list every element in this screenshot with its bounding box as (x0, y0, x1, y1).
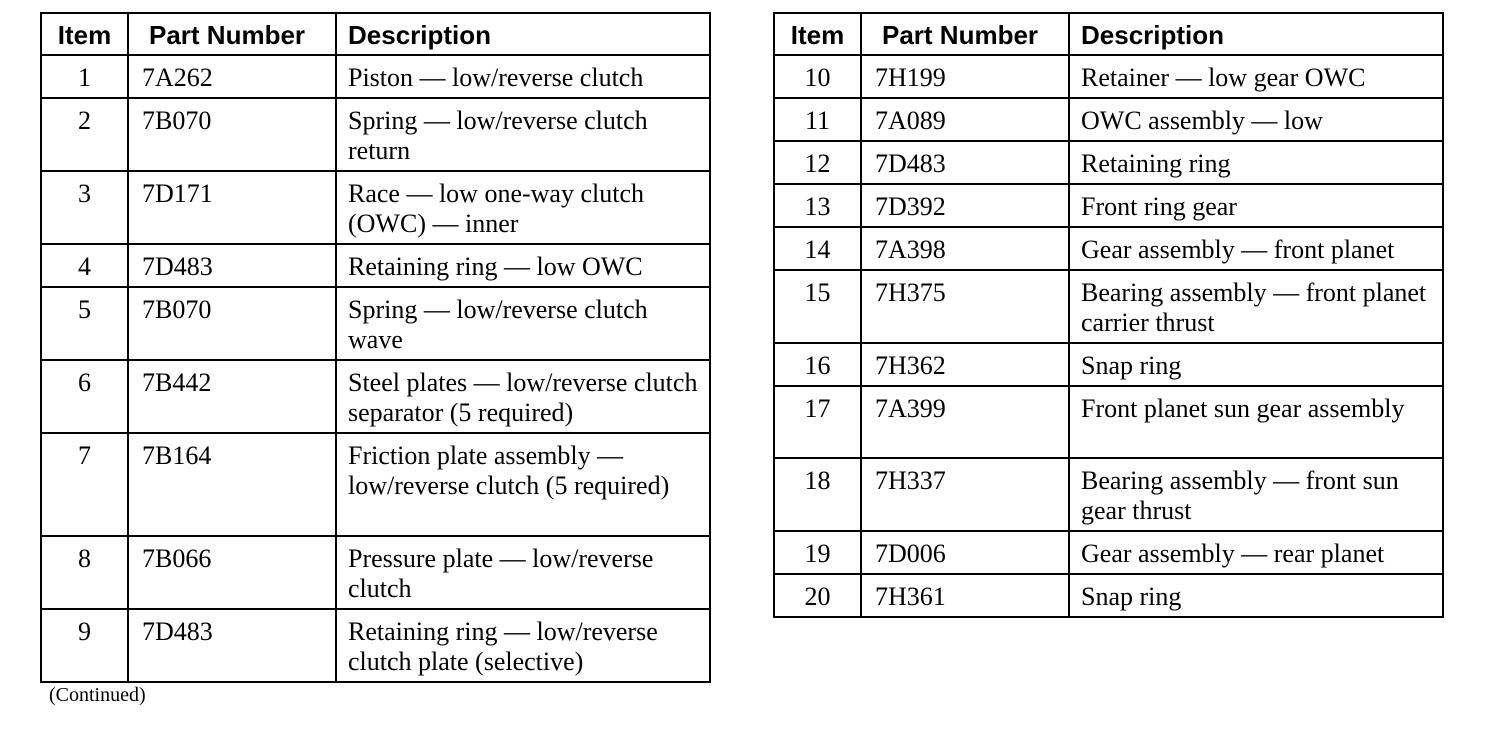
table-row (41, 171, 710, 244)
part-description: Gear assembly — rear planet (1069, 531, 1443, 574)
continued-note: (Continued) (49, 684, 146, 706)
part-number: 7B070 (128, 98, 336, 171)
item-number: 1 (41, 55, 128, 98)
item-number: 17 (774, 386, 861, 458)
item-number: 8 (41, 536, 128, 609)
part-number: 7D006 (861, 531, 1069, 574)
table-row (41, 609, 710, 682)
part-number: 7D392 (861, 184, 1069, 227)
part-description: Retaining ring — low/reverse clutch plate (selective) (336, 609, 710, 682)
item-number: 5 (41, 287, 128, 360)
table-row (41, 433, 710, 536)
part-number: 7H337 (861, 458, 1069, 531)
item-number: 19 (774, 531, 861, 574)
part-number: 7H361 (861, 574, 1069, 617)
part-number: 7B066 (128, 536, 336, 609)
table-row (774, 574, 1443, 617)
table-row (41, 55, 710, 98)
part-number: 7A398 (861, 227, 1069, 270)
part-description: OWC assembly — low (1069, 98, 1443, 141)
column-header-description: Description (1069, 13, 1443, 55)
header-row (774, 13, 1443, 55)
column-header-part-number: Part Number (128, 13, 336, 55)
column-header-item: Item (774, 13, 861, 55)
part-description: Steel plates — low/reverse clutch separator (5 required) (336, 360, 710, 433)
table-row (774, 270, 1443, 343)
table-row (41, 536, 710, 609)
part-number: 7B442 (128, 360, 336, 433)
header-row (41, 13, 710, 55)
item-number: 18 (774, 458, 861, 531)
item-number: 9 (41, 609, 128, 682)
item-number: 3 (41, 171, 128, 244)
part-number: 7H362 (861, 343, 1069, 386)
part-number: 7B070 (128, 287, 336, 360)
part-description: Spring — low/reverse clutch return (336, 98, 710, 171)
item-number: 4 (41, 244, 128, 287)
table-row (41, 360, 710, 433)
item-number: 16 (774, 343, 861, 386)
table-row (774, 531, 1443, 574)
part-number: 7D171 (128, 171, 336, 244)
part-number: 7D483 (128, 244, 336, 287)
item-number: 14 (774, 227, 861, 270)
table-row (774, 386, 1443, 458)
part-description: Gear assembly — front planet (1069, 227, 1443, 270)
table-row (774, 184, 1443, 227)
item-number: 10 (774, 55, 861, 98)
table-row (41, 244, 710, 287)
part-description: Piston — low/reverse clutch (336, 55, 710, 98)
item-number: 11 (774, 98, 861, 141)
part-description: Snap ring (1069, 574, 1443, 617)
part-description: Front ring gear (1069, 184, 1443, 227)
table-row (774, 141, 1443, 184)
part-number: 7D483 (128, 609, 336, 682)
part-description: Friction plate assembly — low/reverse clutch (5 required) (336, 433, 710, 536)
part-number: 7A399 (861, 386, 1069, 458)
part-description: Retainer — low gear OWC (1069, 55, 1443, 98)
parts-table-left (40, 12, 711, 683)
part-number: 7B164 (128, 433, 336, 536)
column-header-item: Item (41, 13, 128, 55)
part-description: Bearing assembly — front planet carrier thrust (1069, 270, 1443, 343)
item-number: 12 (774, 141, 861, 184)
item-number: 6 (41, 360, 128, 433)
part-description: Pressure plate — low/reverse clutch (336, 536, 710, 609)
item-number: 7 (41, 433, 128, 536)
table-row (774, 458, 1443, 531)
part-number: 7A262 (128, 55, 336, 98)
part-description: Retaining ring — low OWC (336, 244, 710, 287)
part-description: Retaining ring (1069, 141, 1443, 184)
item-number: 13 (774, 184, 861, 227)
part-description: Snap ring (1069, 343, 1443, 386)
part-number: 7D483 (861, 141, 1069, 184)
table-row (41, 287, 710, 360)
table-row (774, 55, 1443, 98)
part-description: Spring — low/reverse clutch wave (336, 287, 710, 360)
table-row (41, 98, 710, 171)
part-description: Race — low one-way clutch (OWC) — inner (336, 171, 710, 244)
column-header-part-number: Part Number (861, 13, 1069, 55)
item-number: 15 (774, 270, 861, 343)
part-description: Bearing assembly — front sun gear thrust (1069, 458, 1443, 531)
part-number: 7H375 (861, 270, 1069, 343)
item-number: 20 (774, 574, 861, 617)
part-description: Front planet sun gear assembly (1069, 386, 1443, 458)
item-number: 2 (41, 98, 128, 171)
column-header-description: Description (336, 13, 710, 55)
table-row (774, 98, 1443, 141)
table-row (774, 227, 1443, 270)
parts-table-right (773, 12, 1444, 618)
table-row (774, 343, 1443, 386)
part-number: 7H199 (861, 55, 1069, 98)
part-number: 7A089 (861, 98, 1069, 141)
